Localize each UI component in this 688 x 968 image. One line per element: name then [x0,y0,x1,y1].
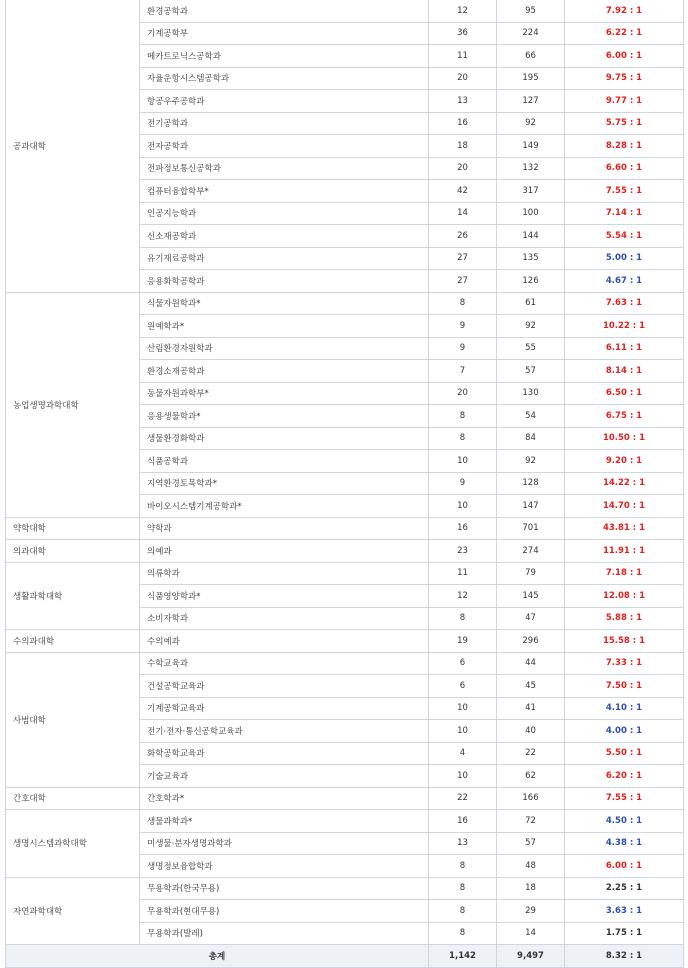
ratio-cell: 10.22 : 1 [565,315,684,338]
quota-cell: 10 [429,450,497,473]
table-row [6,787,684,810]
quota-cell: 16 [429,810,497,833]
college-cell: 간호대학 [6,787,140,810]
quota-cell: 10 [429,697,497,720]
department-cell: 건설공학교육과 [140,675,429,698]
department-cell: 환경공학과 [140,0,429,22]
ratio-cell: 14.70 : 1 [565,495,684,518]
ratio-cell: 6.00 : 1 [565,855,684,878]
quota-cell: 42 [429,180,497,203]
applicants-cell: 128 [497,472,565,495]
applicants-cell: 92 [497,315,565,338]
ratio-cell: 6.22 : 1 [565,22,684,45]
ratio-cell: 1.75 : 1 [565,922,684,945]
total-label: 총계 [6,945,429,968]
applicants-cell: 701 [497,517,565,540]
department-cell: 신소재공학과 [140,225,429,248]
applicants-cell: 44 [497,652,565,675]
applicants-cell: 127 [497,90,565,113]
department-cell: 식품공학과 [140,450,429,473]
ratio-cell: 6.75 : 1 [565,405,684,428]
applicants-cell: 144 [497,225,565,248]
table-row [6,292,684,315]
applicants-cell: 145 [497,585,565,608]
quota-cell: 19 [429,630,497,653]
applicants-cell: 22 [497,742,565,765]
total-row [6,945,684,968]
table-row [6,652,684,675]
college-cell: 수의과대학 [6,630,140,653]
ratio-cell: 6.11 : 1 [565,337,684,360]
applicants-cell: 14 [497,922,565,945]
department-cell: 의예과 [140,540,429,563]
quota-cell: 4 [429,742,497,765]
quota-cell: 27 [429,270,497,293]
quota-cell: 20 [429,67,497,90]
quota-cell: 6 [429,675,497,698]
department-cell: 유기재료공학과 [140,247,429,270]
competition-table [5,0,684,968]
quota-cell: 16 [429,112,497,135]
ratio-cell: 5.75 : 1 [565,112,684,135]
table-row [6,630,684,653]
ratio-cell: 9.77 : 1 [565,90,684,113]
department-cell: 원예학과* [140,315,429,338]
department-cell: 산림환경자원학과 [140,337,429,360]
quota-cell: 9 [429,315,497,338]
quota-cell: 8 [429,900,497,923]
ratio-cell: 7.55 : 1 [565,180,684,203]
quota-cell: 36 [429,22,497,45]
ratio-cell: 15.58 : 1 [565,630,684,653]
department-cell: 소비자학과 [140,607,429,630]
ratio-cell: 7.18 : 1 [565,562,684,585]
applicants-cell: 132 [497,157,565,180]
quota-cell: 12 [429,0,497,22]
ratio-cell: 5.00 : 1 [565,247,684,270]
ratio-cell: 6.50 : 1 [565,382,684,405]
department-cell: 메카트로닉스공학과 [140,45,429,68]
quota-cell: 13 [429,90,497,113]
ratio-cell: 8.28 : 1 [565,135,684,158]
department-cell: 무용학과(발레) [140,922,429,945]
quota-cell: 14 [429,202,497,225]
quota-cell: 12 [429,585,497,608]
college-cell: 생활과학대학 [6,562,140,630]
quota-cell: 9 [429,337,497,360]
college-cell: 공과대학 [6,0,140,292]
ratio-cell: 5.50 : 1 [565,742,684,765]
department-cell: 수의예과 [140,630,429,653]
applicants-cell: 66 [497,45,565,68]
quota-cell: 6 [429,652,497,675]
department-cell: 바이오시스템기계공학과* [140,495,429,518]
quota-cell: 20 [429,382,497,405]
ratio-cell: 5.88 : 1 [565,607,684,630]
quota-cell: 10 [429,495,497,518]
applicants-cell: 92 [497,112,565,135]
applicants-cell: 40 [497,720,565,743]
ratio-cell: 10.50 : 1 [565,427,684,450]
department-cell: 식물자원학과* [140,292,429,315]
department-cell: 응용생물학과* [140,405,429,428]
ratio-cell: 2.25 : 1 [565,877,684,900]
ratio-cell: 7.63 : 1 [565,292,684,315]
applicants-cell: 41 [497,697,565,720]
quota-cell: 23 [429,540,497,563]
applicants-cell: 296 [497,630,565,653]
ratio-cell: 4.38 : 1 [565,832,684,855]
quota-cell: 13 [429,832,497,855]
table-row [6,810,684,833]
quota-cell: 26 [429,225,497,248]
ratio-cell: 5.54 : 1 [565,225,684,248]
department-cell: 생물과학과* [140,810,429,833]
ratio-cell: 11.91 : 1 [565,540,684,563]
applicants-cell: 45 [497,675,565,698]
applicants-cell: 72 [497,810,565,833]
applicants-cell: 95 [497,0,565,22]
applicants-cell: 54 [497,405,565,428]
total-quota: 1,142 [429,945,497,968]
applicants-cell: 135 [497,247,565,270]
applicants-cell: 84 [497,427,565,450]
quota-cell: 8 [429,607,497,630]
quota-cell: 27 [429,247,497,270]
department-cell: 화학공학교육과 [140,742,429,765]
quota-cell: 10 [429,765,497,788]
department-cell: 생물환경화학과 [140,427,429,450]
department-cell: 간호학과* [140,787,429,810]
quota-cell: 20 [429,157,497,180]
department-cell: 의류학과 [140,562,429,585]
department-cell: 전기·전자·통신공학교육과 [140,720,429,743]
applicants-cell: 92 [497,450,565,473]
department-cell: 기계공학부 [140,22,429,45]
applicants-cell: 274 [497,540,565,563]
quota-cell: 16 [429,517,497,540]
applicants-cell: 79 [497,562,565,585]
applicants-cell: 195 [497,67,565,90]
department-cell: 미생물·분자생명과학과 [140,832,429,855]
applicants-cell: 61 [497,292,565,315]
department-cell: 자율운항시스템공학과 [140,67,429,90]
applicants-cell: 317 [497,180,565,203]
ratio-cell: 7.14 : 1 [565,202,684,225]
quota-cell: 11 [429,45,497,68]
applicants-cell: 18 [497,877,565,900]
applicants-cell: 57 [497,360,565,383]
college-cell: 생명시스템과학대학 [6,810,140,878]
applicants-cell: 149 [497,135,565,158]
ratio-cell: 7.33 : 1 [565,652,684,675]
table-row [6,540,684,563]
department-cell: 무용학과(한국무용) [140,877,429,900]
department-cell: 전자공학과 [140,135,429,158]
college-cell: 농업생명과학대학 [6,292,140,517]
quota-cell: 8 [429,922,497,945]
ratio-cell: 6.60 : 1 [565,157,684,180]
department-cell: 수학교육과 [140,652,429,675]
department-cell: 지역환경토목학과* [140,472,429,495]
department-cell: 응용화학공학과 [140,270,429,293]
quota-cell: 22 [429,787,497,810]
quota-cell: 9 [429,472,497,495]
applicants-cell: 130 [497,382,565,405]
applicants-cell: 48 [497,855,565,878]
ratio-cell: 12.08 : 1 [565,585,684,608]
quota-cell: 10 [429,720,497,743]
ratio-cell: 4.00 : 1 [565,720,684,743]
department-cell: 기계공학교육과 [140,697,429,720]
department-cell: 식품영양학과* [140,585,429,608]
ratio-cell: 9.75 : 1 [565,67,684,90]
applicants-cell: 57 [497,832,565,855]
college-cell: 의과대학 [6,540,140,563]
ratio-cell: 3.63 : 1 [565,900,684,923]
department-cell: 컴퓨터융합학부* [140,180,429,203]
applicants-cell: 62 [497,765,565,788]
ratio-cell: 4.67 : 1 [565,270,684,293]
total-applicants: 9,497 [497,945,565,968]
applicants-cell: 29 [497,900,565,923]
college-cell: 약학대학 [6,517,140,540]
applicants-cell: 100 [497,202,565,225]
quota-cell: 18 [429,135,497,158]
college-cell: 사범대학 [6,652,140,787]
applicants-cell: 224 [497,22,565,45]
quota-cell: 8 [429,405,497,428]
total-ratio: 8.32 : 1 [565,945,684,968]
table-body [6,0,684,967]
department-cell: 무용학과(현대무용) [140,900,429,923]
ratio-cell: 7.55 : 1 [565,787,684,810]
quota-cell: 8 [429,855,497,878]
department-cell: 항공우주공학과 [140,90,429,113]
quota-cell: 8 [429,292,497,315]
department-cell: 생명정보융합학과 [140,855,429,878]
ratio-cell: 4.10 : 1 [565,697,684,720]
department-cell: 환경소재공학과 [140,360,429,383]
ratio-cell: 9.20 : 1 [565,450,684,473]
ratio-cell: 6.00 : 1 [565,45,684,68]
department-cell: 동물자원과학부* [140,382,429,405]
college-cell: 자연과학대학 [6,877,140,945]
ratio-cell: 7.50 : 1 [565,675,684,698]
applicants-cell: 55 [497,337,565,360]
quota-cell: 8 [429,427,497,450]
ratio-cell: 6.20 : 1 [565,765,684,788]
department-cell: 인공지능학과 [140,202,429,225]
ratio-cell: 14.22 : 1 [565,472,684,495]
table-row [6,562,684,585]
ratio-cell: 7.92 : 1 [565,0,684,22]
applicants-cell: 166 [497,787,565,810]
ratio-cell: 4.50 : 1 [565,810,684,833]
department-cell: 전기공학과 [140,112,429,135]
quota-cell: 11 [429,562,497,585]
applicants-cell: 147 [497,495,565,518]
department-cell: 전파정보통신공학과 [140,157,429,180]
table-row [6,517,684,540]
ratio-cell: 43.81 : 1 [565,517,684,540]
department-cell: 약학과 [140,517,429,540]
department-cell: 기술교육과 [140,765,429,788]
quota-cell: 8 [429,877,497,900]
table-row [6,877,684,900]
applicants-cell: 126 [497,270,565,293]
ratio-cell: 8.14 : 1 [565,360,684,383]
applicants-cell: 47 [497,607,565,630]
table-row [6,0,684,22]
quota-cell: 7 [429,360,497,383]
